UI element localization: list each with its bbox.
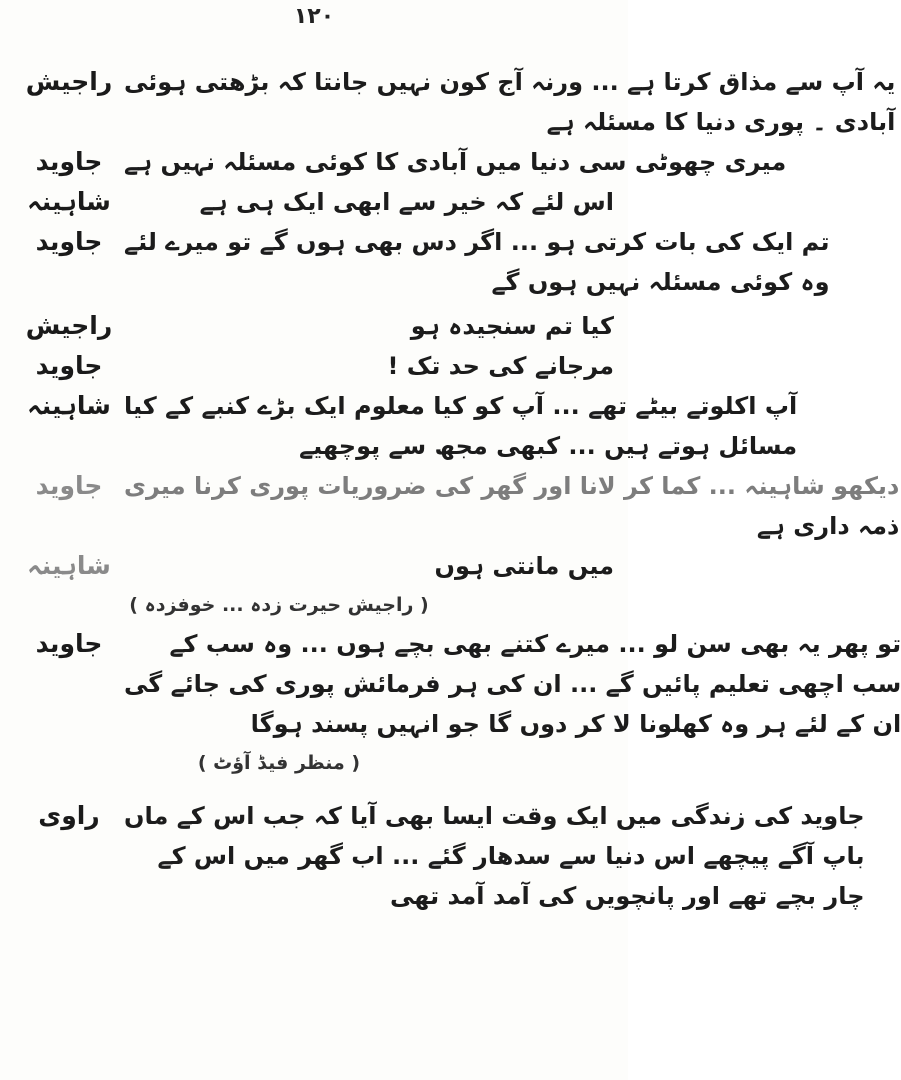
speaker-name: شاہینہ — [27, 551, 111, 580]
dialogue-entry — [14, 624, 901, 744]
dialogue-line: باپ آگے پیچھے اس دنیا سے سدھار گئے ... اب گھر میں اس کے — [157, 842, 865, 870]
speaker-name: جاوید — [35, 227, 103, 256]
dialogue-lines — [124, 466, 899, 546]
dialogue-entry — [14, 386, 798, 466]
dialogue-line: دیکھو شاہینہ ... کما کر لانا اور گھر کی ضروریات پوری کرنا میری — [124, 472, 900, 500]
dialogue-lines — [124, 346, 614, 386]
dialogue-line: میری چھوٹی سی دنیا میں آبادی کا کوئی مسئلہ نہیں ہے — [124, 148, 787, 176]
speaker-name: راجیش — [25, 67, 113, 96]
dialogue-lines — [124, 624, 901, 744]
dialogue-line: وہ کوئی مسئلہ نہیں ہوں گے — [491, 268, 830, 296]
speaker-name: جاوید — [35, 471, 103, 500]
dialogue-line: مرجانے کی حد تک ! — [387, 352, 614, 380]
dialogue-lines — [124, 142, 786, 182]
dialogue-entry — [14, 142, 787, 182]
speaker-name: شاہینہ — [27, 187, 111, 216]
dialogue-entry — [14, 466, 900, 546]
dialogue-lines — [124, 796, 865, 916]
speaker-name: شاہینہ — [27, 391, 111, 420]
speaker-name: جاوید — [35, 351, 103, 380]
script-body — [14, 62, 901, 916]
dialogue-line: میں مانتی ہوں — [434, 552, 614, 580]
stage-direction: ( راجیش حیرت زدہ ... خوفزدہ ) — [129, 594, 429, 616]
speaker-name: جاوید — [35, 147, 103, 176]
dialogue-lines — [124, 306, 614, 346]
dialogue-entry — [14, 222, 830, 302]
dialogue-line: تو پھر یہ بھی سن لو ... میرے کتنے بھی بچے ہوں ... وہ سب کے — [169, 630, 901, 658]
dialogue-entry — [14, 306, 614, 346]
dialogue-line: سب اچھی تعلیم پائیں گے ... ان کی ہر فرمائش پوری کی جائے گی — [124, 670, 901, 698]
dialogue-line: مسائل ہوتے ہیں ... کبھی مجھ سے پوچھیے — [299, 432, 798, 460]
speaker-name: جاوید — [35, 629, 103, 658]
stage-direction: ( منظر فیڈ آؤٹ ) — [197, 752, 361, 774]
dialogue-line: جاوید کی زندگی میں ایک وقت ایسا بھی آیا کہ جب اس کے ماں — [124, 802, 865, 830]
dialogue-line: تم ایک کی بات کرتی ہو ... اگر دس بھی ہوں گے تو میرے لئے — [124, 228, 830, 256]
dialogue-line: چار بچے تھے اور پانچویں کی آمد آمد تھی — [390, 882, 865, 910]
dialogue-entry — [14, 62, 896, 142]
dialogue-lines — [124, 222, 830, 302]
dialogue-line: اس لئے کہ خیر سے ابھی ایک ہی ہے — [199, 188, 614, 216]
page-number: ۱۲۰ — [293, 4, 335, 29]
dialogue-entry — [14, 346, 614, 386]
dialogue-entry — [14, 546, 614, 586]
dialogue-line: یہ آپ سے مذاق کرتا ہے ... ورنہ آج کون نہیں جانتا کہ بڑھتی ہوئی — [124, 68, 896, 96]
dialogue-line: ان کے لئے ہر وہ کھلونا لا کر دوں گا جو انہیں پسند ہوگا — [250, 710, 901, 738]
dialogue-entry — [14, 182, 614, 222]
dialogue-line: آپ اکلوتے بیٹے تھے ... آپ کو کیا معلوم ایک بڑے کنبے کے کیا — [124, 392, 798, 420]
dialogue-line: ذمہ داری ہے — [756, 512, 900, 540]
dialogue-entry — [14, 796, 865, 916]
dialogue-line: کیا تم سنجیدہ ہو — [410, 312, 614, 340]
dialogue-lines — [124, 386, 797, 466]
dialogue-lines — [124, 62, 895, 142]
dialogue-line: آبادی ۔ پوری دنیا کا مسئلہ ہے — [546, 108, 896, 136]
dialogue-lines — [124, 546, 614, 586]
dialogue-lines — [124, 182, 614, 222]
speaker-name: راوی — [38, 801, 100, 830]
speaker-name: راجیش — [25, 311, 113, 340]
